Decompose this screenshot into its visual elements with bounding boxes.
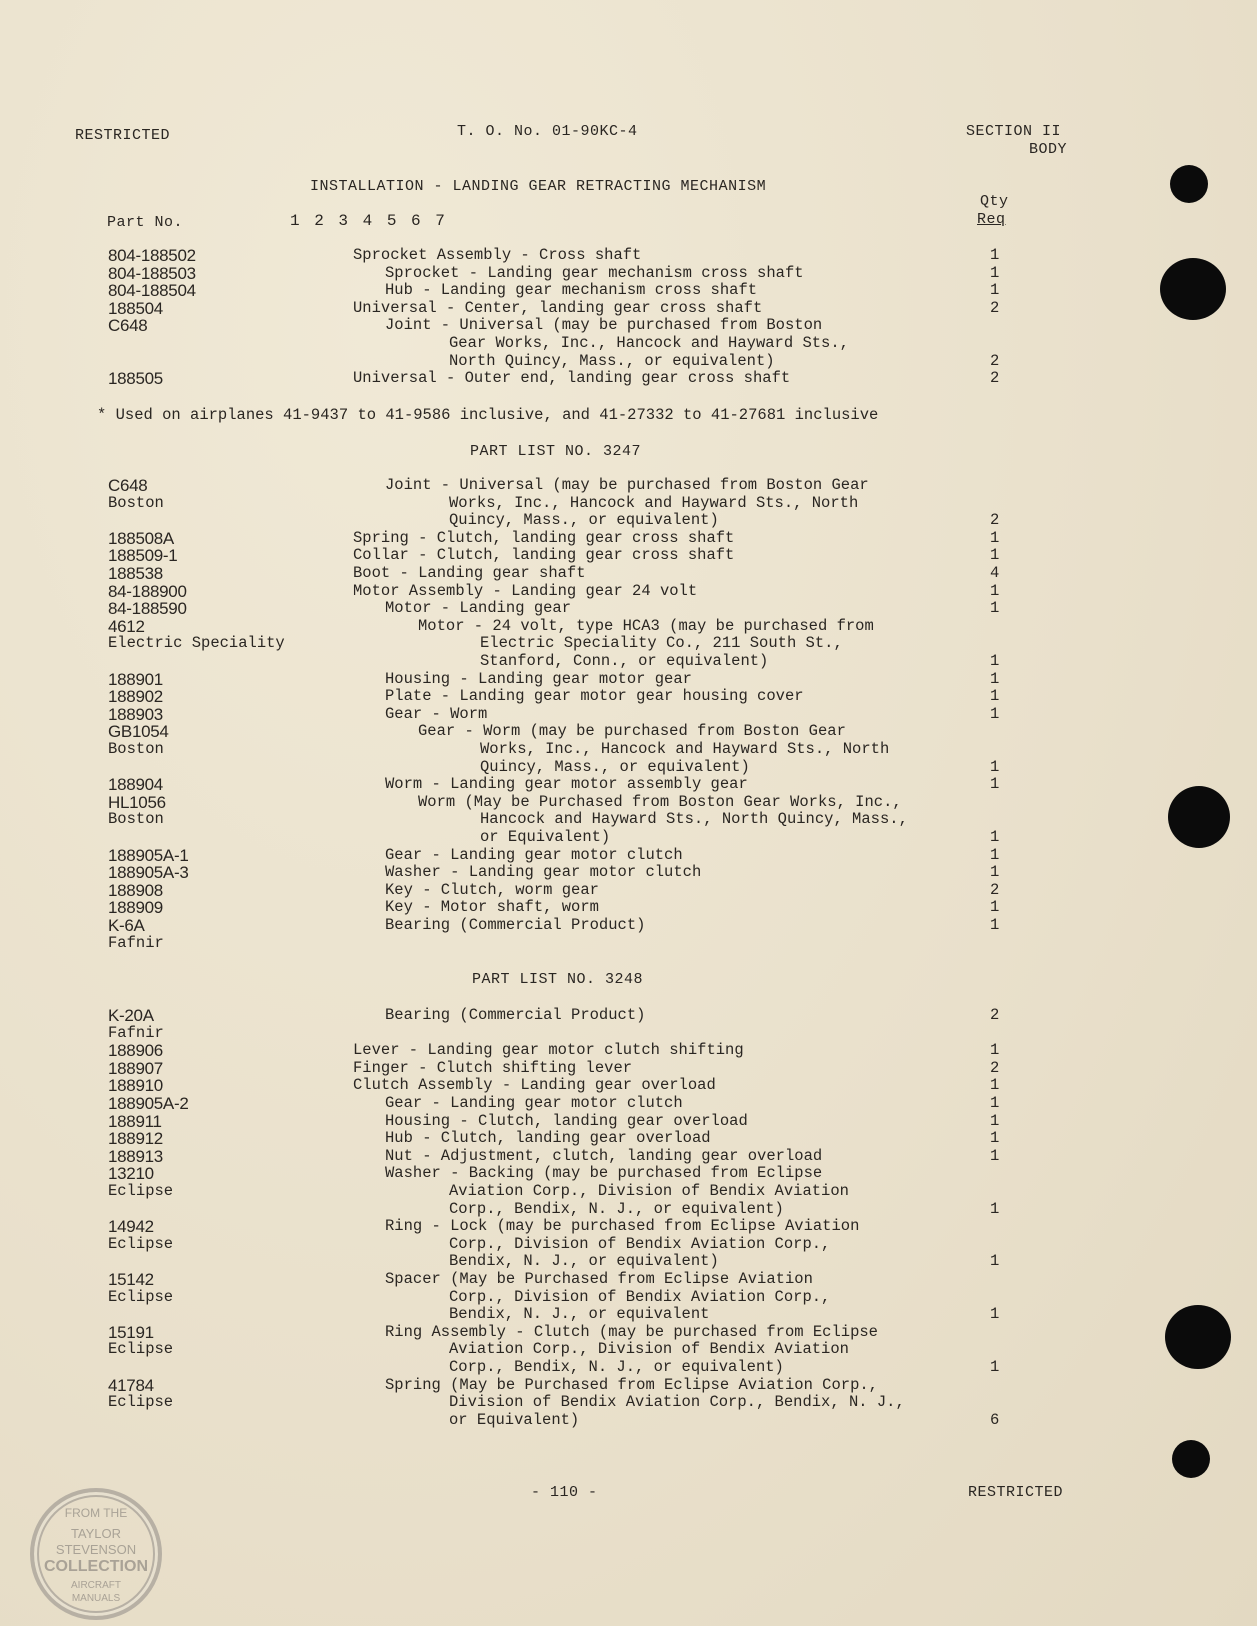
part-description: Key - Motor shaft, worm [385,898,599,917]
table-row [0,265,1257,283]
part-description: Corp., Division of Bendix Aviation Corp., [449,1287,831,1306]
quantity-required: 1 [990,528,1000,547]
quantity-required: 2 [990,511,1000,530]
table-row [0,776,1257,794]
stamp-text: AIRCRAFT [71,1580,121,1591]
table-row [0,530,1257,548]
part-number: Fafnir [108,1023,164,1042]
part-number: C648 [108,476,148,495]
part-description: Sprocket Assembly - Cross shaft [353,246,642,264]
part-description: Ring - Lock (may be purchased from Eclipse Aviation [385,1217,860,1236]
part-number: 41784 [108,1375,154,1395]
part-number: GB1054 [108,722,169,742]
restricted-footer-label: RESTRICTED [968,1484,1064,1501]
section-label: SECTION II [966,123,1062,140]
part-number: 188905A-3 [108,863,189,883]
part-description: Lever - Landing gear motor clutch shifting [353,1041,744,1060]
stamp-text: FROM THE [64,1506,128,1520]
part-description: Housing - Clutch, landing gear overload [385,1111,748,1130]
quantity-required: 4 [990,564,1000,582]
req-column-header: Req [977,211,1006,228]
part-number: 188538 [108,564,163,583]
part-description: Gear - Landing gear motor clutch [385,1094,683,1112]
table-row [0,565,1257,583]
part-description: Universal - Outer end, landing gear cross shaft [353,369,791,388]
table-row [0,935,1257,953]
part-description: Aviation Corp., Division of Bendix Aviation [449,1182,849,1200]
table-row [0,317,1257,335]
table-row [0,1377,1257,1395]
part-number: 188905A-2 [108,1094,189,1113]
part-description: Universal - Center, landing gear cross shaft [353,298,763,317]
part-description: Worm (May be Purchased from Boston Gear Works, Inc., [418,792,902,811]
table-row [0,1113,1257,1131]
table-row [0,1271,1257,1289]
binder-hole [1172,1440,1210,1478]
stamp-text: MANUALS [71,1593,121,1604]
table-row [0,882,1257,900]
part-number: C648 [108,316,148,336]
part-description: Bendix, N. J., or equivalent [449,1305,710,1324]
part-description: Key - Clutch, worm gear [385,880,599,899]
table-row [0,847,1257,865]
table-row [0,477,1257,495]
quantity-required: 1 [990,687,1000,706]
part-description: Division of Bendix Aviation Corp., Bendix, N. J., [449,1393,905,1412]
table-row [0,811,1257,829]
part-description: or Equivalent) [480,828,611,846]
quantity-required: 1 [990,845,1000,864]
part-description: or Equivalent) [449,1410,580,1429]
part-description: Motor - Landing gear [385,599,572,618]
table-row [0,618,1257,636]
part-description: Collar - Clutch, landing gear cross shaft [353,546,735,565]
quantity-required: 1 [990,581,1000,600]
part-description: Hub - Landing gear mechanism cross shaft [385,281,758,300]
part-number: 804-188502 [108,246,196,265]
part-number: Boston [108,810,164,829]
table-row [0,1394,1257,1412]
part-description: Electric Speciality Co., 211 South St., [480,634,843,653]
part-description: Plate - Landing gear motor gear housing cover [385,687,804,706]
quantity-required: 1 [990,281,1000,300]
table-row [0,794,1257,812]
quantity-required: 1 [990,775,1000,794]
part-description: Worm - Landing gear motor assembly gear [385,775,748,794]
collection-stamp-logo [30,1488,162,1620]
part-number: 188904 [108,775,163,795]
part-description: Spring (May be Purchased from Eclipse Aviation Corp., [385,1375,878,1394]
part-number: 188907 [108,1058,163,1078]
table-row [0,741,1257,759]
part-list-3247-title: PART LIST NO. 3247 [470,443,642,460]
part-number: 188504 [108,298,163,318]
table-row [0,1095,1257,1113]
part-description: Joint - Universal (may be purchased from Boston Gear [385,476,869,494]
part-description: Spacer (May be Purchased from Eclipse Aviation [385,1270,813,1288]
binder-hole [1168,786,1230,848]
qty-column-header: Qty [980,193,1009,210]
quantity-required: 1 [990,1111,1000,1130]
quantity-required: 1 [990,1199,1000,1218]
table-row [0,512,1257,530]
part-number: 188903 [108,704,163,724]
part-number: K-6A [108,916,145,935]
part-number: Boston [108,740,164,758]
part-description: Quincy, Mass., or equivalent) [449,511,719,530]
quantity-required: 2 [990,880,1000,899]
part-description: Motor - 24 volt, type HCA3 (may be purchased from [418,616,874,635]
quantity-required: 1 [990,546,1000,565]
binder-hole-torn [1160,258,1226,320]
part-number: Eclipse [108,1182,174,1200]
quantity-required: 2 [990,298,1000,317]
part-number: 15191 [108,1322,154,1342]
part-description: Gear - Worm (may be purchased from Boston Gear [418,722,846,741]
table-row [0,1341,1257,1359]
table-row [0,495,1257,513]
part-number: Eclipse [108,1340,174,1359]
part-number: 188911 [108,1111,162,1131]
part-description: Washer - Backing (may be purchased from Eclipse [385,1164,823,1183]
quantity-required: 2 [990,1058,1000,1077]
table-row [0,1306,1257,1324]
quantity-required: 1 [990,898,1000,917]
table-row [0,335,1257,353]
section-subtitle: BODY [1029,141,1068,158]
table-row [0,1218,1257,1236]
part-description: Ring Assembly - Clutch (may be purchased from Eclipse [385,1322,878,1341]
table-row [0,917,1257,935]
quantity-required: 2 [990,369,1000,388]
binder-hole [1170,165,1208,203]
table-row [0,1165,1257,1183]
table-row [0,370,1257,388]
table-row [0,282,1257,300]
part-number: 188910 [108,1076,163,1096]
part-number: 804-188503 [108,263,196,283]
part-number: K-20A [108,1006,154,1025]
part-description: Spring - Clutch, landing gear cross shaft [353,528,735,547]
document-number: T. O. No. 01-90KC-4 [457,123,638,140]
part-number: 188509-1 [108,546,178,566]
part-description: Sprocket - Landing gear mechanism cross shaft [385,263,804,282]
table-row [0,1077,1257,1095]
indent-level-column-header: 1 2 3 4 5 6 7 [290,212,446,230]
part-list-3248-title: PART LIST NO. 3248 [472,971,644,988]
table-row [0,600,1257,618]
quantity-required: 1 [990,1094,1000,1112]
part-number: 188913 [108,1146,163,1166]
quantity-required: 1 [990,652,1000,670]
table-row [0,688,1257,706]
quantity-required: 2 [990,351,1000,370]
part-description: Gear - Worm [385,704,488,723]
table-row [0,1025,1257,1043]
quantity-required: 1 [990,1076,1000,1095]
table-row [0,653,1257,671]
quantity-required: 1 [990,1041,1000,1060]
part-number: 84-188590 [108,599,187,619]
part-number: 188908 [108,880,163,900]
installation-title: INSTALLATION - LANDING GEAR RETRACTING MECHANISM [310,178,767,195]
part-description: Bendix, N. J., or equivalent) [449,1252,719,1271]
quantity-required: 1 [990,599,1000,618]
quantity-required: 1 [990,916,1000,934]
part-description: Finger - Clutch shifting lever [353,1058,633,1077]
part-number: 15142 [108,1270,154,1289]
part-description: Corp., Bendix, N. J., or equivalent) [449,1199,784,1218]
part-number: Eclipse [108,1234,174,1253]
part-number: Fafnir [108,933,164,952]
part-number: HL1056 [108,792,166,812]
part-number: Eclipse [108,1393,174,1412]
part-number: 188905A-1 [108,845,189,865]
part-description: Hub - Clutch, landing gear overload [385,1129,711,1148]
part-number: 188901 [108,669,163,689]
part-number: 14942 [108,1217,154,1237]
part-description: Hancock and Hayward Sts., North Quincy, Mass., [480,810,908,829]
table-row [0,583,1257,601]
table-row [0,300,1257,318]
part-description: Corp., Division of Bendix Aviation Corp., [449,1234,831,1253]
part-description: Washer - Landing gear motor clutch [385,863,702,882]
stamp-text: COLLECTION [44,1558,148,1575]
table-row [0,864,1257,882]
part-number: 13210 [108,1164,154,1184]
restricted-header-label: RESTRICTED [75,127,171,144]
part-description: Motor Assembly - Landing gear 24 volt [353,581,698,600]
footnote: * Used on airplanes 41-9437 to 41-9586 inclusive, and 41-27332 to 41-27681 inclusive [97,406,879,424]
table-row [0,1412,1257,1430]
table-row [0,547,1257,565]
quantity-required: 2 [990,1006,1000,1024]
table-row [0,706,1257,724]
part-description: North Quincy, Mass., or equivalent) [449,351,775,370]
quantity-required: 1 [990,246,1000,264]
stamp-text: TAYLOR [70,1526,122,1541]
part-description: Gear Works, Inc., Hancock and Hayward Sts., [449,334,849,352]
part-no-column-header: Part No. [107,214,184,231]
part-description: Clutch Assembly - Landing gear overload [353,1076,716,1095]
table-row [0,1183,1257,1201]
table-row [0,1289,1257,1307]
binder-hole [1165,1305,1231,1369]
table-row [0,353,1257,371]
quantity-required: 1 [990,828,1000,846]
part-description: Bearing (Commercial Product) [385,916,646,934]
part-description: Quincy, Mass., or equivalent) [480,757,750,776]
part-number: 188909 [108,898,163,918]
part-number: Boston [108,493,164,512]
part-description: Nut - Adjustment, clutch, landing gear overload [385,1146,823,1165]
table-row [0,723,1257,741]
table-row [0,1253,1257,1271]
quantity-required: 1 [990,704,1000,723]
table-row [0,1201,1257,1219]
part-number: 188505 [108,369,163,389]
part-description: Stanford, Conn., or equivalent) [480,652,769,670]
part-description: Corp., Bendix, N. J., or equivalent) [449,1358,784,1376]
part-number: 188912 [108,1129,163,1149]
table-row [0,1042,1257,1060]
quantity-required: 6 [990,1410,1000,1429]
table-row [0,1007,1257,1025]
part-number: 188902 [108,687,163,707]
table-row [0,1236,1257,1254]
part-number: 188508A [108,528,174,548]
quantity-required: 1 [990,863,1000,882]
table-row [0,635,1257,653]
quantity-required: 1 [990,1358,1000,1376]
table-row [0,1148,1257,1166]
part-description: Bearing (Commercial Product) [385,1006,646,1024]
quantity-required: 1 [990,1305,1000,1324]
part-description: Joint - Universal (may be purchased from Boston [385,316,823,335]
part-number: Eclipse [108,1287,174,1306]
table-row [0,671,1257,689]
table-row [0,759,1257,777]
part-description: Gear - Landing gear motor clutch [385,845,683,864]
part-description: Housing - Landing gear motor gear [385,669,692,688]
table-row [0,829,1257,847]
page-number: - 110 - [531,1484,598,1501]
part-number: Electric Speciality [108,634,285,653]
part-description: Aviation Corp., Division of Bendix Aviation [449,1340,849,1359]
table-row [0,1130,1257,1148]
table-row [0,1359,1257,1377]
part-description: Works, Inc., Hancock and Hayward Sts., North [480,740,890,758]
quantity-required: 1 [990,1252,1000,1271]
table-row [0,247,1257,265]
quantity-required: 1 [990,1129,1000,1148]
table-row [0,899,1257,917]
part-description: Boot - Landing gear shaft [353,564,586,582]
table-row [0,1324,1257,1342]
part-number: 4612 [108,616,145,636]
part-description: Works, Inc., Hancock and Hayward Sts., North [449,493,859,512]
stamp-text: STEVENSON [55,1542,137,1557]
part-number: 188906 [108,1041,163,1061]
part-number: 84-188900 [108,581,187,601]
table-row [0,1060,1257,1078]
quantity-required: 1 [990,1146,1000,1165]
quantity-required: 1 [990,757,1000,776]
part-number: 804-188504 [108,281,196,301]
quantity-required: 1 [990,263,1000,282]
quantity-required: 1 [990,669,1000,688]
